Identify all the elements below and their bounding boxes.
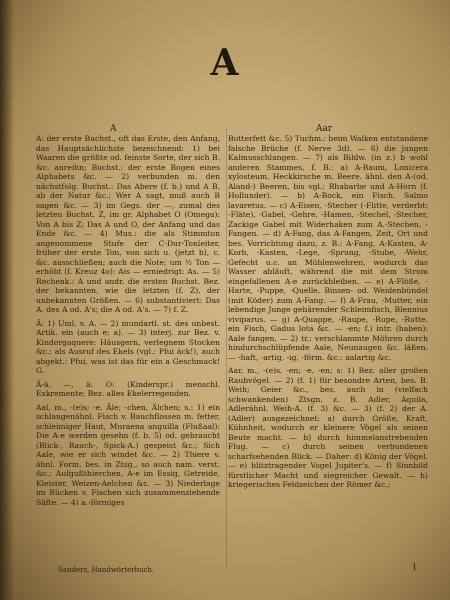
entry-aal: Aal, m., -(e)s; -e. Äle; -chen, Älchen; s.: 1) ein schlangenähnl. Fisch v. Bauchflossen m. fetter, schleimiger Haut, Muraena anguilla (Flußaal): Die A-e werden gesehn (f. b. 5) od. gebraucht (Blick-, Rauch-, Spick-A.) gespeist &c.; Sich Aale, wie er sich windet &c. — 2) Thiere v. ähnl. Form, bes. in Ztsg., so auch nam. verst. &c.: Aufgußthierchen, A-e im Essig, Getreide, Kleister, Weizen-Aelchen &c. — 3) Niederlage im Rücken v. Fischen sich zusammenziehende Säfte. — 4) a.-förmiges [36,402,220,507]
entry-a-a: Ä-ä, —, ä: O: (Kinderspr.) menschl. Exkremente; Bez. alles Ekelerregenden. [36,379,220,398]
entry-aar: Aar, m., -(e)s, -en; -e, -en; s: 1) Bez. aller großen Raubvögel. — 2) (f. 1) für besondre Arten, bes. B. Weih; Geier &c., bes. auch in (vielfach schwankenden) Ztsgn. z. B. Adler, Aquila, Adlerähnl. Weih-A. (f. 3) &c. — 3) (f. 2) der A. (Adler) ausgezeichnet: a) durch Größe, Kraft, Kühnheit, wodurch er kleinere Vögel als seinen Beute macht. — b) durch himmelanstrebenden Flug. — c) durch seinen verbundenen scharfsehenden Blick. — Daher: d) König der Vögel. — e) blitztragender Vogel Jupiter's. — f) Sinnbild fürstlicher Macht und siegreicher Gewalt. — h) kriegerisches Feldzeichen der Römer &c.; [228,366,428,489]
left-column-head: A [110,124,117,134]
column-divider [226,128,227,568]
left-column [36,134,220,574]
right-column [228,134,428,574]
entry-a: A: der erste Buchst., oft das Erste, den Anfang, das Hauptsächlichste bezeichnend: 1) bei Waaren die größte od. feinste Sorte, der sich B. &c. anreihn; Buchst.: der erste Bogen eines Alphabets &c. — 2) verbunden m. den nächstfolg. Buchst.: Das Abere (f. b.) und A B, ab der Natur &c.; Wer A sagt, muß auch B sagen &c. — 3) im Gegs. der —, zumal des letzten Buchst. Z, im gr. Alphabet O (Omega): Von A bis Z; Das A und O, der Anfang und das Ende &c. — 4) Mus.: die als Stimmton angenommene Stufe der C-Dur-Tonleiter, früher der erste Ton, von sich u. (jetzt b), c. &c. ausschließen; auch die Note; um ½ Ton — erhöht (f. Kreuz 4o): Ais — erniedrigt: As. — 5) Rechenk.: A und andr. die ersten Buchst. Bez. der bekannten, wie die letzten (f. Z), der unbekannten Größen. — 6) substantiviert: Das A, des A od. A's; die A od. A's. — 7) f. Z. [36,134,220,314]
entry-a-umlaut: Ä: 1) Uml. v. A. — 2) mundartl. st. des unbest. Artik. ein (auch e; a). — 3) interj. zur Bez. v. Kindergaquere: Häusgern, verlegnem Stocken &c.; als Ausruf des Ekels (vgl.: Pfui äck!), auch abgekt.: Pfui, was ist das für ein a Geschmack! G. [36,318,220,375]
page-number: 1 [412,563,418,572]
right-column-head: Aar [316,124,333,134]
section-letter-heading: A [210,42,240,84]
footer-source: Sanders, Handwörterbuch. [58,566,155,574]
entry-aal-continued: Butterfett &c. 5) Tuchm.: beim Walken entstandene falsche Brüche (f. Nerve 3d). — 6) die jungen Kalmusschlangen. — 7) als Bildw. (in z.) b wohl anderen Stammes, f. B.: a) A-Baum, Lonicera xylosteum, Heckkirsche m. Beere. ähnl. den A-(od. Aland-) Beeren, bis vgl.: Rhabarbe und A-Horn (f. Hollunder). — b) A-Bock, ein Fisch, Salmo lavaretus. — c) A-Eisen, -Stecher (-Flitte, verderbt: -Fläte), -Gabel, -Gehre, -Hamen, -Stechel, -Stecher, Zackige Gabel mit Widerhaken zum A.-Stechen, -Fangen. — d) A-Fang, das A-Fangen, Zeit, Ort und bes. Vorrichtung dazu, z. B.: A-Fang, A-Kasten, A-Korb, -Kasten, -Lege, -Sprung, -Stube, -Wehr, Gefecht u.c. an Mühlenwehren, wodurch das Wasser abläuft, während die mit dem Strom eingefallenen A-e zurückbleiben. — e) A-Flöße, -Harte, -Puppe, -Quelle, Binsen- od. Weidenbündel (mit Köder) zum A-Fang. — f) A-Frau, -Mutter, ein lebendige Junge gebärender Schleimfisch, Blennius viviparus. — g) A-Quappe, -Raupe, -Rupe, -Rutte, ein Fisch, Gadus lota &c. — -en; f.) intr. (haben): Aale fangen. — 2) tr.: verschlammte Möhren durch hindurchschlüpfende Aale, Neunaugen &c. läßen. — -haft, -artig, -ig, -förm. &c.: aalartig &c. [228,134,428,362]
page-edge-shadow [0,0,14,600]
